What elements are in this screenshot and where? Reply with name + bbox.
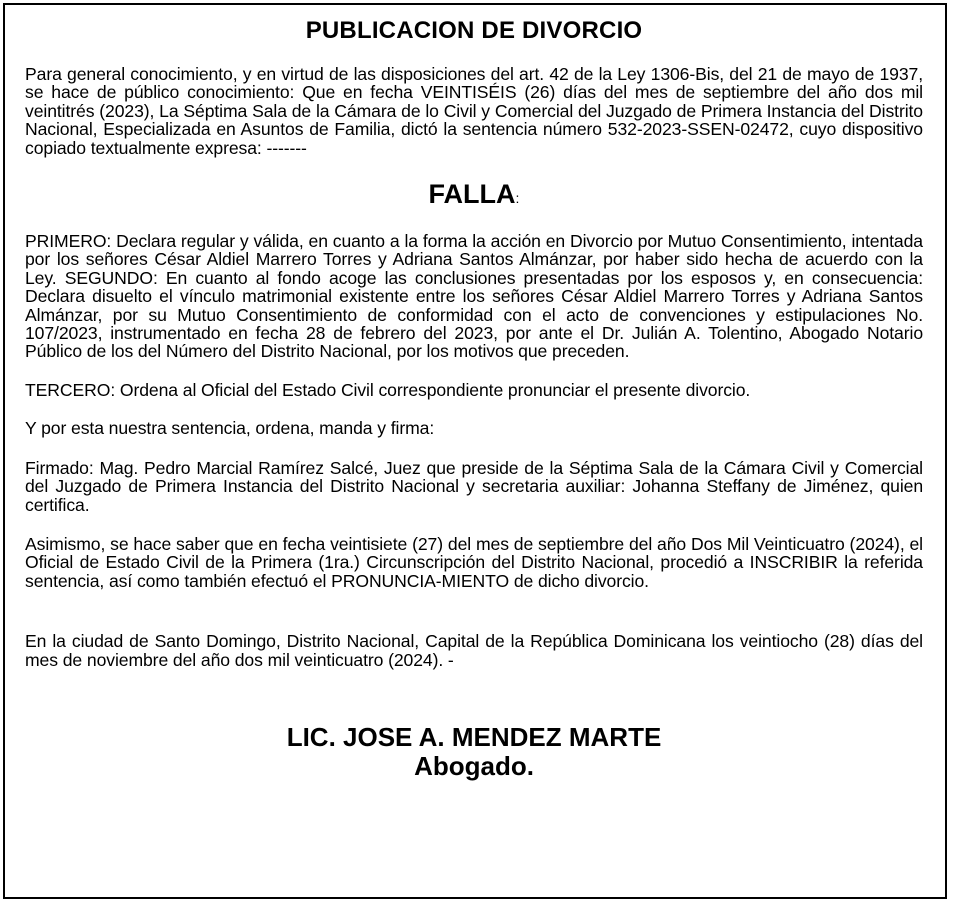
sentencia-paragraph: Y por esta nuestra sentencia, ordena, manda y firma:	[25, 418, 435, 439]
primero-paragraph: PRIMERO: Declara regular y válida, en cuanto a la forma la acción en Divorcio por Mutuo Consentimiento, intentada por los señores César Aldiel Marrero Torres y Adriana Santos Almánzar, por haber sido hecha de acuerdo con la Ley. SEGUNDO: En cuanto al fondo acoge las conclusiones presentadas por los esposos y, en consecuencia: Declara disuelto el vínculo matrimonial existente entre los señores César Aldiel Marrero Torres y Adriana Santos Almánzar, por su Mutuo Consentimiento de conformidad con el acto de convenciones y estipulaciones No. 107/2023, instrumentado en fecha 28 de febrero del 2023, por ante el Dr. Julián A. Tolentino, Abogado Notario Público de los del Número del Distrito Nacional, por los motivos que preceden.	[25, 231, 923, 362]
asimismo-paragraph: Asimismo, se hace saber que en fecha veintisiete (27) del mes de septiembre del año Dos Mil Veinticuatro (2024), el Oficial de Estado Civil de la Primera (1ra.) Circunscripción del Distrito Nacional, procedió a INSCRIBIR la referida sentencia, así como también efectuó el PRONUNCIA-MIENTO de dicho divorcio.	[25, 533, 923, 591]
notice-title: PUBLICACION DE DIVORCIO	[305, 17, 643, 44]
divorce-notice	[3, 3, 947, 899]
signature-block	[25, 723, 923, 781]
signature-name: LIC. JOSE A. MENDEZ MARTE	[286, 721, 662, 752]
tercero-paragraph: TERCERO: Ordena al Oficial del Estado Civil correspondiente pronunciar el presente divorcio.	[25, 379, 751, 400]
signature-title: Abogado.	[414, 750, 534, 781]
firmado-paragraph: Firmado: Mag. Pedro Marcial Ramírez Salcé, Juez que preside de la Séptima Sala de la Cámara Civil y Comercial del Juzgado de Primera Instancia del Distrito Nacional y secretaria auxiliar: Johanna Steffany de Jiménez, quien certifica.	[25, 457, 923, 515]
intro-paragraph: Para general conocimiento, y en virtud de las disposiciones del art. 42 de la Ley 1306-Bis, del 21 de mayo de 1937, se hace de público conocimiento: Que en fecha VEINTISÉIS (26) días del mes de septiembre del año dos mil veintitrés (2023), La Séptima Sala de la Cámara de lo Civil y Comercial del Juzgado de Primera Instancia del Distrito Nacional, Especializada en Asuntos de Familia, dictó la sentencia número 532-2023-SSEN-02472, cuyo dispositivo copiado textualmente expresa: -------	[25, 64, 923, 158]
ciudad-paragraph: En la ciudad de Santo Domingo, Distrito Nacional, Capital de la República Dominicana los veintiocho (28) días del mes de noviembre del año dos mil veinticuatro (2024). -	[25, 631, 923, 670]
falla-heading	[25, 178, 923, 215]
falla-heading-colon: :	[515, 190, 520, 207]
falla-heading-text: FALLA	[428, 179, 516, 210]
